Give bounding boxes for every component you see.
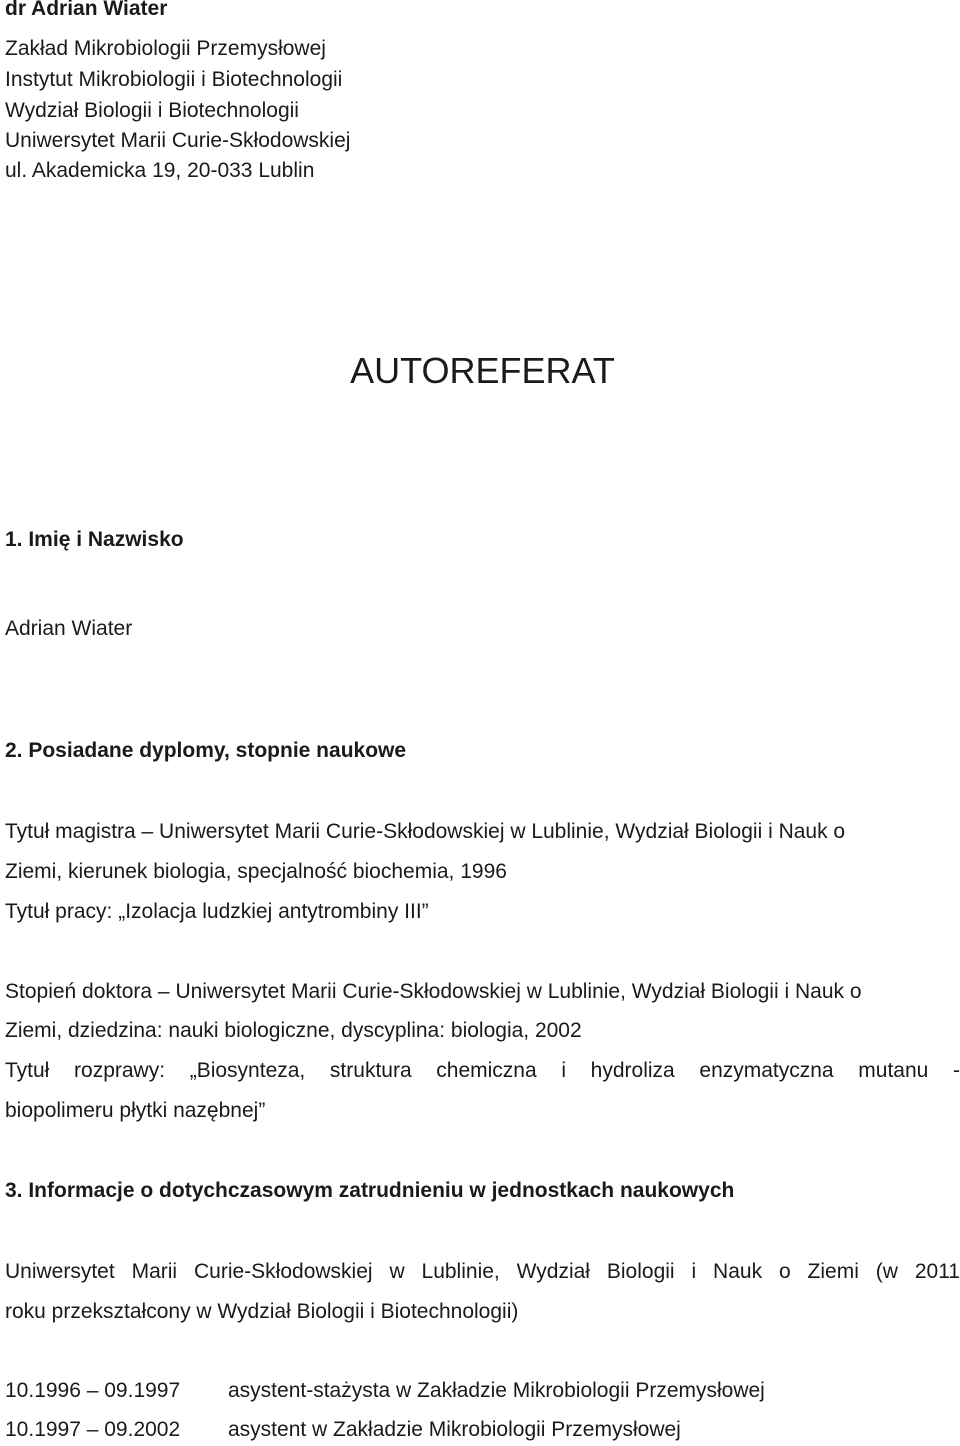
phd-thesis-title: biopolimeru płytki nazębnej”: [5, 1099, 266, 1122]
master-degree-text: Ziemi, kierunek biologia, specjalność biochemia, 1996: [5, 860, 507, 883]
employment-position: asystent w Zakładzie Mikrobiologii Przemysłowej: [228, 1418, 681, 1441]
address-line: Uniwersytet Marii Curie-Skłodowskiej: [5, 129, 351, 152]
employment-period: 10.1997 – 09.2002: [5, 1418, 181, 1441]
full-name: Adrian Wiater: [5, 617, 133, 640]
employment-intro: roku przekształcony w Wydział Biologii i Biotechnologii): [5, 1300, 519, 1323]
address-line: Wydział Biologii i Biotechnologii: [5, 99, 299, 122]
document-title: AUTOREFERAT: [350, 350, 615, 391]
phd-thesis-title: Tytuł rozprawy: „Biosynteza, struktura chemiczna i hydroliza enzymatyczna mutanu -: [5, 1059, 960, 1082]
address-line: ul. Akademicka 19, 20-033 Lublin: [5, 159, 315, 182]
employment-intro: Uniwersytet Marii Curie-Skłodowskiej w Lublinie, Wydział Biologii i Nauk o Ziemi (w 2011: [5, 1260, 960, 1283]
address-line: Zakład Mikrobiologii Przemysłowej: [5, 37, 326, 60]
section-heading: 3. Informacje o dotychczasowym zatrudnieniu w jednostkach naukowych: [5, 1179, 735, 1202]
section-heading: 2. Posiadane dyplomy, stopnie naukowe: [5, 739, 407, 762]
phd-degree-text: Stopień doktora – Uniwersytet Marii Curie-Skłodowskiej w Lublinie, Wydział Biologii i Nauk o: [5, 980, 862, 1003]
employment-position: asystent-stażysta w Zakładzie Mikrobiologii Przemysłowej: [228, 1379, 765, 1402]
phd-degree-text: Ziemi, dziedzina: nauki biologiczne, dyscyplina: biologia, 2002: [5, 1019, 582, 1042]
master-degree-text: Tytuł magistra – Uniwersytet Marii Curie-Skłodowskiej w Lublinie, Wydział Biologii i Nauk o: [5, 820, 846, 843]
employment-row: [5, 1378, 765, 1404]
employment-period: 10.1996 – 09.1997: [5, 1379, 181, 1402]
employment-row: [5, 1417, 681, 1443]
author-name: dr Adrian Wiater: [5, 0, 168, 20]
section-heading: 1. Imię i Nazwisko: [5, 528, 184, 551]
master-thesis-title: Tytuł pracy: „Izolacja ludzkiej antytrombiny III”: [5, 900, 429, 923]
address-line: Instytut Mikrobiologii i Biotechnologii: [5, 68, 343, 91]
